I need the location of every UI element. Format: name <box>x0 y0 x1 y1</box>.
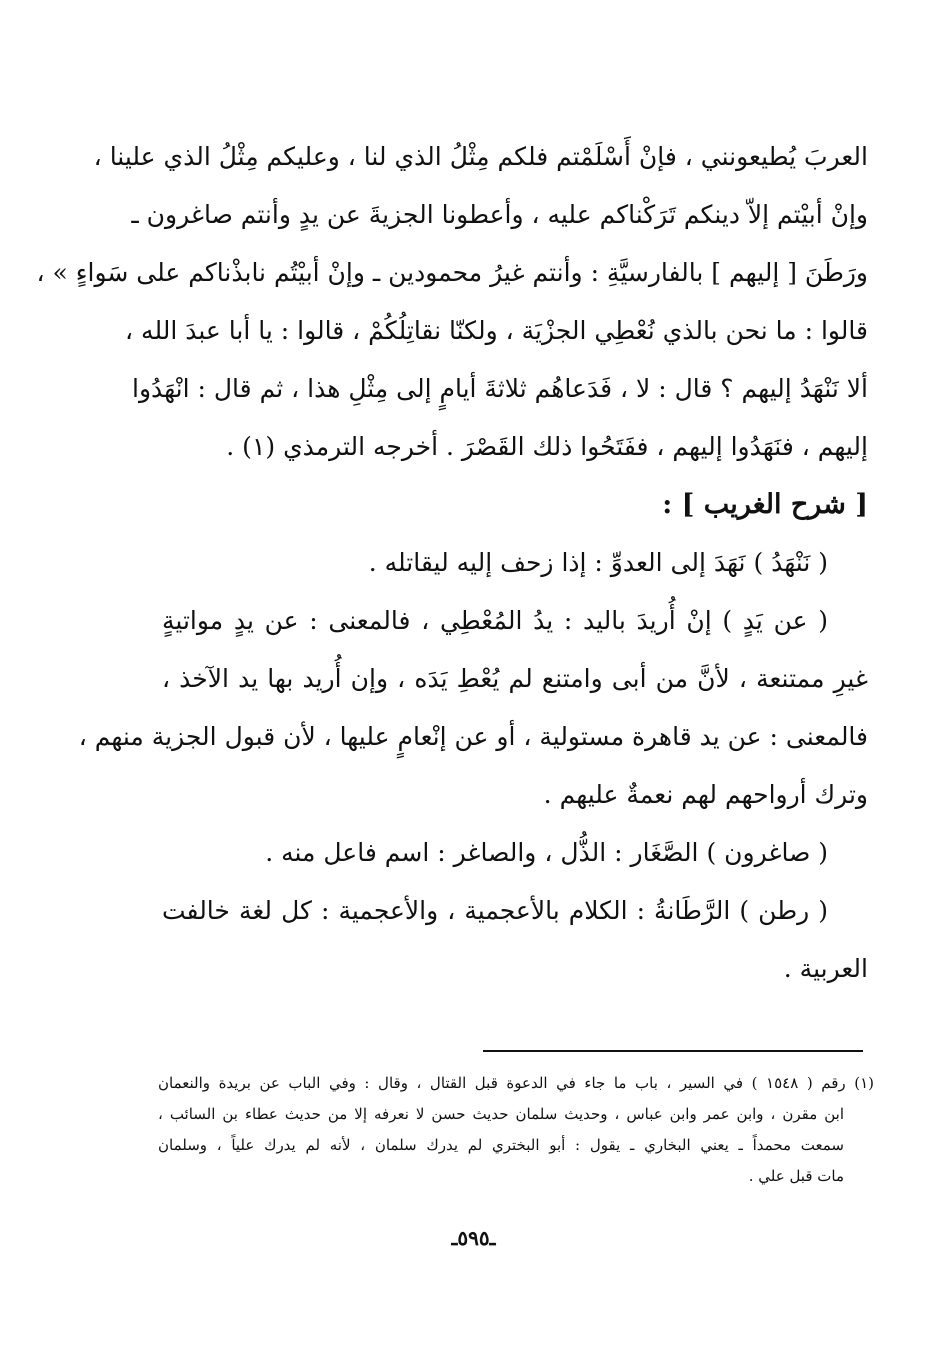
footnote-divider <box>483 1050 863 1052</box>
gloss-line: فالمعنى : عن يد قاهرة مستولية ، أو عن إنْعامٍ عليها ، لأن قبول الجزية منهم ، <box>78 722 868 751</box>
footnote-line: سمعت محمداً ـ يعني البخاري ـ يقول : أبو البختري لم يدرك سلمان ، لأنه لم يدرك علياً ، وسلمان <box>158 1136 844 1154</box>
text-line: ورَطَنَ [ إليهم ] بالفارسيَّةِ : وأنتم غيرُ محمودين ـ وإنْ أبيْتُم نابذْناكم على سَواءٍ » ، <box>36 258 868 287</box>
section-heading: [ شرح الغريب ] : <box>662 489 868 520</box>
text-line: وإنْ أبيْتم إلاّ دينكم تَرَكْناكم عليه ، وأعطونا الجزيةَ عن يدٍ وأنتم صاغرون ـ <box>131 200 868 229</box>
gloss-line: ( نَنْهَدُ ) نَهَدَ إلى العدوِّ : إذا زحف إليه ليقاتله . <box>368 548 828 577</box>
footnotes <box>158 1068 874 1192</box>
gloss-line: ( صاغرون ) الصَّغَار : الذُّل ، والصاغر : اسم فاعل منه . <box>265 838 828 867</box>
gloss-line: ( عن يَدٍ ) إنْ أُريدَ باليد : يدُ المُعْطِي ، فالمعنى : عن يدٍ مواتيةٍ <box>162 606 828 635</box>
gloss-line: ( رطن ) الرَّطَانةُ : الكلام بالأعجمية ، والأعجمية : كل لغة خالفت <box>162 896 828 925</box>
text-line: قالوا : ما نحن بالذي نُعْطِي الجزْيَة ، ولكنّا نقاتِلُكُمْ ، قالوا : يا أبا عبدَ الله ، <box>125 316 868 345</box>
main-text <box>36 128 868 998</box>
page-number: ـ٥٩٥ـ <box>451 1226 496 1250</box>
text-line: إليهم ، فنَهَدُوا إليهم ، ففَتَحُوا ذلك القَصْرَ . أخرجه الترمذي (١) . <box>226 432 868 461</box>
footnote-line: مات قبل علي . <box>748 1167 844 1185</box>
footnote-line: (١) رقم ( ١٥٤٨ ) في السير ، باب ما جاء في الدعوة قبل القتال ، وقال : وفي الباب عن بريدة والنعمان <box>158 1074 874 1092</box>
gloss-line: العربية . <box>783 954 868 983</box>
text-line: العربَ يُطيعونني ، فإنْ أَسْلَمْتم فلكم مِثْلُ الذي لنا ، وعليكم مِثْلُ الذي علينا ، <box>93 142 868 171</box>
text-line: ألا نَنْهَدُ إليهم ؟ قال : لا ، فَدَعاهُم ثلاثةَ أيامٍ إلى مِثْلِ هذا ، ثم قال : انْهَدُوا <box>132 374 868 403</box>
gloss-line: وترك أرواحهم لهم نعمةٌ عليهم . <box>543 780 868 809</box>
footnote-line: ابن مقرن ، وابن عمر وابن عباس ، وحديث سلمان حديث حسن لا نعرفه إلا من حديث عطاء بن السائب ، <box>158 1105 844 1123</box>
gloss-line: غيرِ ممتنعة ، لأنَّ من أبى وامتنع لم يُعْطِ يَدَه ، وإن أُريد بها يد الآخذ ، <box>162 664 868 693</box>
